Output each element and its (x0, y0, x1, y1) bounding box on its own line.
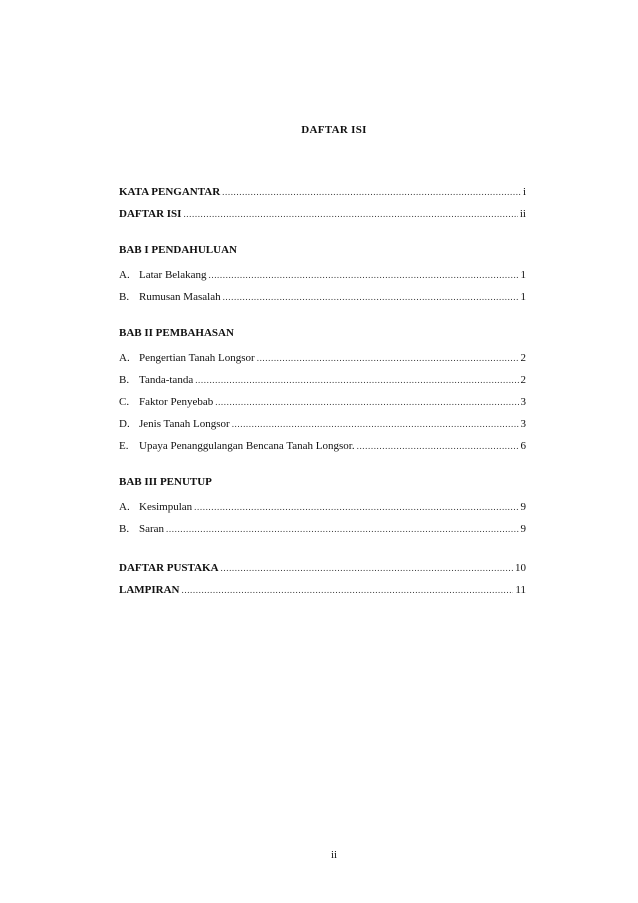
back-matter-section (119, 557, 526, 601)
dot-leader (194, 496, 518, 518)
chapter-bab-ii (119, 325, 526, 457)
toc-entry-page: 1 (520, 291, 526, 303)
toc-entry-label (119, 413, 232, 435)
front-matter-section (119, 181, 526, 225)
dot-leader (232, 413, 519, 435)
toc-entry-page: 3 (520, 396, 526, 408)
toc-entry-text: Jenis Tanah Longsor (139, 418, 230, 430)
dot-leader (222, 181, 521, 203)
toc-entry-text: Saran (139, 523, 165, 535)
toc-entry-lampiran (119, 579, 526, 601)
toc-entry-letter: B. (119, 291, 130, 303)
page-title: DAFTAR ISI (301, 124, 367, 136)
toc-entry-page: 2 (520, 352, 526, 364)
dot-leader (357, 435, 519, 457)
toc-entry-letter: C. (119, 396, 130, 408)
toc-entry-text: Kesimpulan (139, 501, 193, 513)
toc-entry-text: Tanda-tanda (139, 374, 194, 386)
toc-entry-page: 10 (515, 562, 526, 574)
toc-entry-text: Pengertian Tanah Longsor (139, 352, 255, 364)
chapter-heading: BAB I PENDAHULUAN (119, 244, 237, 256)
toc-entry-page: 3 (520, 418, 526, 430)
toc-entry-daftar-pustaka (119, 557, 526, 579)
toc-entry (119, 518, 526, 540)
dot-leader (221, 557, 513, 579)
toc-entry-text: Faktor Penyebab (139, 396, 214, 408)
toc-entry-label (119, 496, 194, 518)
chapter-bab-i (119, 242, 526, 308)
toc-entry (119, 347, 526, 369)
toc-entry-page: 2 (520, 374, 526, 386)
toc-entry-page: 1 (520, 269, 526, 281)
toc-entry-letter: B. (119, 374, 130, 386)
dot-leader (183, 203, 517, 225)
toc-entry (119, 369, 526, 391)
toc-entry-kata-pengantar (119, 181, 526, 203)
toc-entry-text: Latar Belakang (139, 269, 207, 281)
toc-entry (119, 496, 526, 518)
dot-leader (166, 518, 518, 540)
chapter-heading: BAB III PENUTUP (119, 476, 212, 488)
toc-entry (119, 286, 526, 308)
toc-entry-label (119, 435, 357, 457)
toc-entry-letter: A. (119, 501, 130, 513)
toc-entry-text: Rumusan Masalah (139, 291, 221, 303)
chapter-bab-iii (119, 474, 526, 540)
toc-entry-page: 6 (520, 440, 526, 452)
toc-entry-label (119, 264, 209, 286)
toc-entry-label: DAFTAR ISI (119, 208, 182, 220)
toc-entry-page: 9 (520, 523, 526, 535)
toc-entry-letter: A. (119, 269, 130, 281)
toc-entry-page: i (522, 186, 526, 198)
toc-entry (119, 391, 526, 413)
dot-leader (215, 391, 518, 413)
toc-entry-label: KATA PENGANTAR (119, 186, 221, 198)
toc-entry-label (119, 286, 223, 308)
toc-entry (119, 435, 526, 457)
dot-leader (195, 369, 518, 391)
page-number: ii (330, 849, 338, 861)
toc-entry-text: Upaya Penanggulangan Bencana Tanah Longsor. (139, 440, 355, 452)
dot-leader (257, 347, 519, 369)
toc-entry (119, 264, 526, 286)
dot-leader (209, 264, 519, 286)
toc-entry-label: LAMPIRAN (119, 584, 180, 596)
dot-leader (223, 286, 519, 308)
toc-entry-label (119, 347, 257, 369)
toc-entry-daftar-isi (119, 203, 526, 225)
toc-entry-label (119, 369, 195, 391)
toc-entry-label: DAFTAR PUSTAKA (119, 562, 219, 574)
toc-entry-letter: E. (119, 440, 129, 452)
toc-entry-letter: A. (119, 352, 130, 364)
toc-entry-page: 9 (520, 501, 526, 513)
toc-entry-label (119, 391, 215, 413)
toc-entry-page: ii (519, 208, 526, 220)
chapter-heading: BAB II PEMBAHASAN (119, 327, 234, 339)
toc-entry (119, 413, 526, 435)
toc-entry-letter: B. (119, 523, 130, 535)
toc-entry-page: 11 (515, 584, 526, 596)
table-of-contents (119, 181, 526, 618)
toc-entry-letter: D. (119, 418, 130, 430)
dot-leader (182, 579, 514, 601)
toc-entry-label (119, 518, 166, 540)
